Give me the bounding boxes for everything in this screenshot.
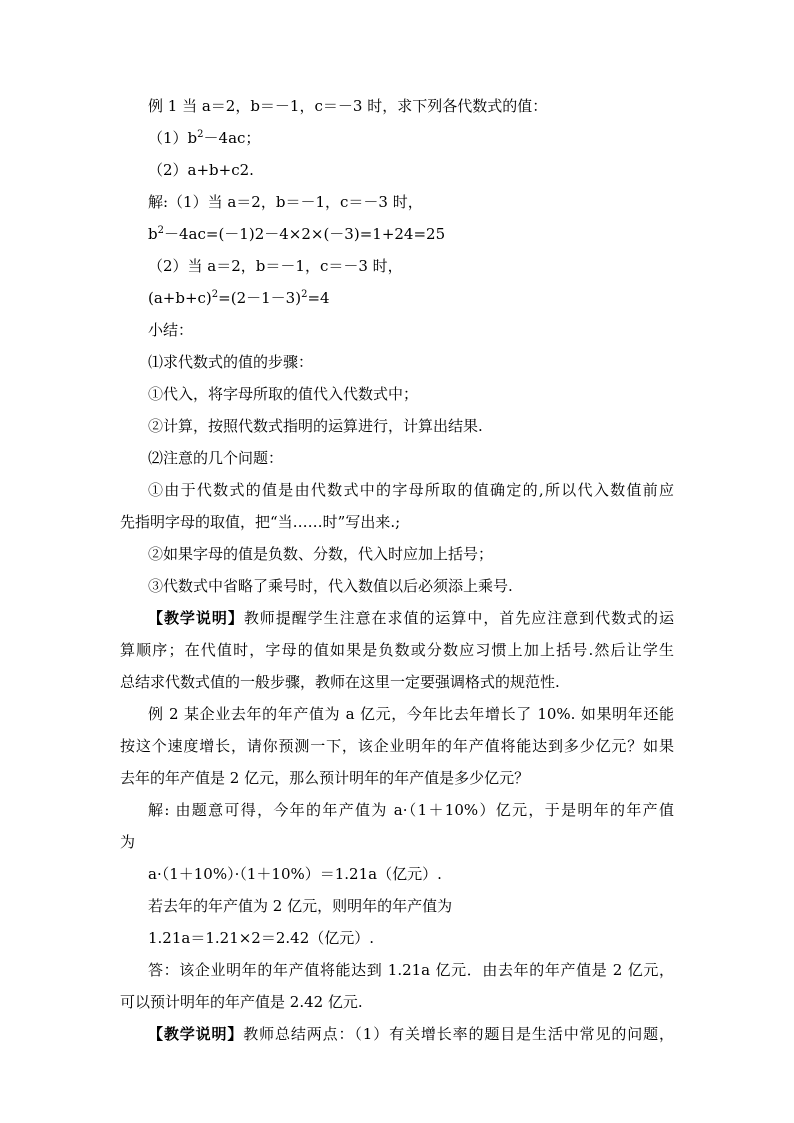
summary-notes-heading: ⑵注意的几个问题： [148, 449, 284, 467]
teaching-note-1-line-3: 总结求代数式值的一般步骤，教师在这里一定要强调格式的规范性. [120, 673, 560, 691]
summary-note-2: ②如果字母的值是负数、分数，代入时应加上括号； [148, 545, 494, 563]
example-1-title: 例 1 当 a＝2，b＝－1，c＝－3 时，求下列各代数式的值： [148, 97, 548, 115]
summary-heading: 小结： [148, 321, 194, 339]
example-2-answer-line-2: 可以预计明年的年产值是 2.42 亿元. [120, 993, 363, 1011]
teaching-note-1-line-2: 算顺序；在代值时，字母的值如果是负数或分数应习惯上加上括号.然后让学生 [120, 641, 674, 659]
solution-1-condition: 解:（1）当 a＝2，b＝－1，c＝－3 时， [148, 193, 423, 211]
example-2-line-2: 按这个速度增长，请你预测一下，该企业明年的年产值将能达到多少亿元？如果 [120, 737, 674, 755]
teaching-note-1-text: 教师提醒学生注意在求值的运算中，首先应注意到代数式的运 [243, 609, 674, 627]
solution-2-text-b: =(2－1－3) [218, 289, 302, 307]
question-2: （2）a+b+c2. [148, 161, 254, 179]
summary-step-2: ②计算，按照代数式指明的运算进行，计算出结果. [148, 417, 483, 435]
example-2-solution-line-2: 为 [120, 833, 136, 851]
teaching-note-2-text: 教师总结两点：（1）有关增长率的题目是生活中常见的问题， [243, 1025, 674, 1043]
solution-2-text-c: =4 [307, 289, 330, 307]
example-2-answer-line-1: 答：该企业明年的年产值将能达到 1.21a 亿元．由去年的年产值是 2 亿元， [148, 961, 674, 979]
solution-2-text-a: (a+b+c) [148, 289, 212, 307]
question-1-exponent: 2 [197, 129, 204, 140]
teaching-note-2-line-1 [148, 1024, 674, 1044]
teaching-note-label: 【教学说明】 [148, 609, 244, 627]
example-2-solution-line-1: 解: 由题意可得，今年的年产值为 a·（1＋10%）亿元，于是明年的年产值 [148, 801, 674, 819]
question-1 [148, 128, 260, 148]
solution-1-calculation [148, 224, 445, 244]
solution-2-condition: （2）当 a＝2，b＝－1，c＝－3 时， [148, 257, 403, 275]
summary-note-3: ③代数式中省略了乘号时，代入数值以后必须添上乘号. [148, 577, 513, 595]
summary-steps-heading: ⑴求代数式的值的步骤： [148, 353, 314, 371]
summary-note-1-line-1: ①由于代数式的值是由代数式中的字母所取的值确定的,所以代入数值前应 [148, 481, 674, 499]
solution-2-exponent-2: 2 [301, 289, 308, 300]
teaching-note-2-label: 【教学说明】 [148, 1025, 244, 1043]
example-2-calculation: a·（1＋10%）·（1＋10%）＝1.21a（亿元）. [148, 865, 442, 883]
solution-2-exponent-1: 2 [211, 289, 219, 300]
example-2-line-1: 例 2 某企业去年的年产值为 a 亿元，今年比去年增长了 10%. 如果明年还能 [148, 705, 674, 723]
example-2-line-3: 去年的年产值是 2 亿元，那么预计明年的年产值是多少亿元？ [120, 769, 530, 787]
solution-1-exponent: 2 [157, 225, 164, 236]
example-2-result-calculation: 1.21a＝1.21×2＝2.42（亿元）. [148, 929, 375, 947]
solution-1-text-a: b [148, 225, 158, 243]
example-2-condition: 若去年的年产值为 2 亿元，则明年的年产值为 [148, 897, 453, 915]
solution-2-calculation [148, 288, 330, 308]
summary-step-1: ①代入，将字母所取的值代入代数式中； [148, 385, 419, 403]
summary-note-1-line-2: 先指明字母的取值，把“当……时”写出来.; [120, 513, 401, 531]
question-1-text-a: （1）b [148, 129, 198, 147]
solution-1-text-b: －4ac=(－1)2－4×2×(－3)=1+24=25 [163, 225, 446, 243]
question-1-text-b: －4ac； [203, 129, 261, 147]
teaching-note-1-line-1 [148, 608, 674, 628]
